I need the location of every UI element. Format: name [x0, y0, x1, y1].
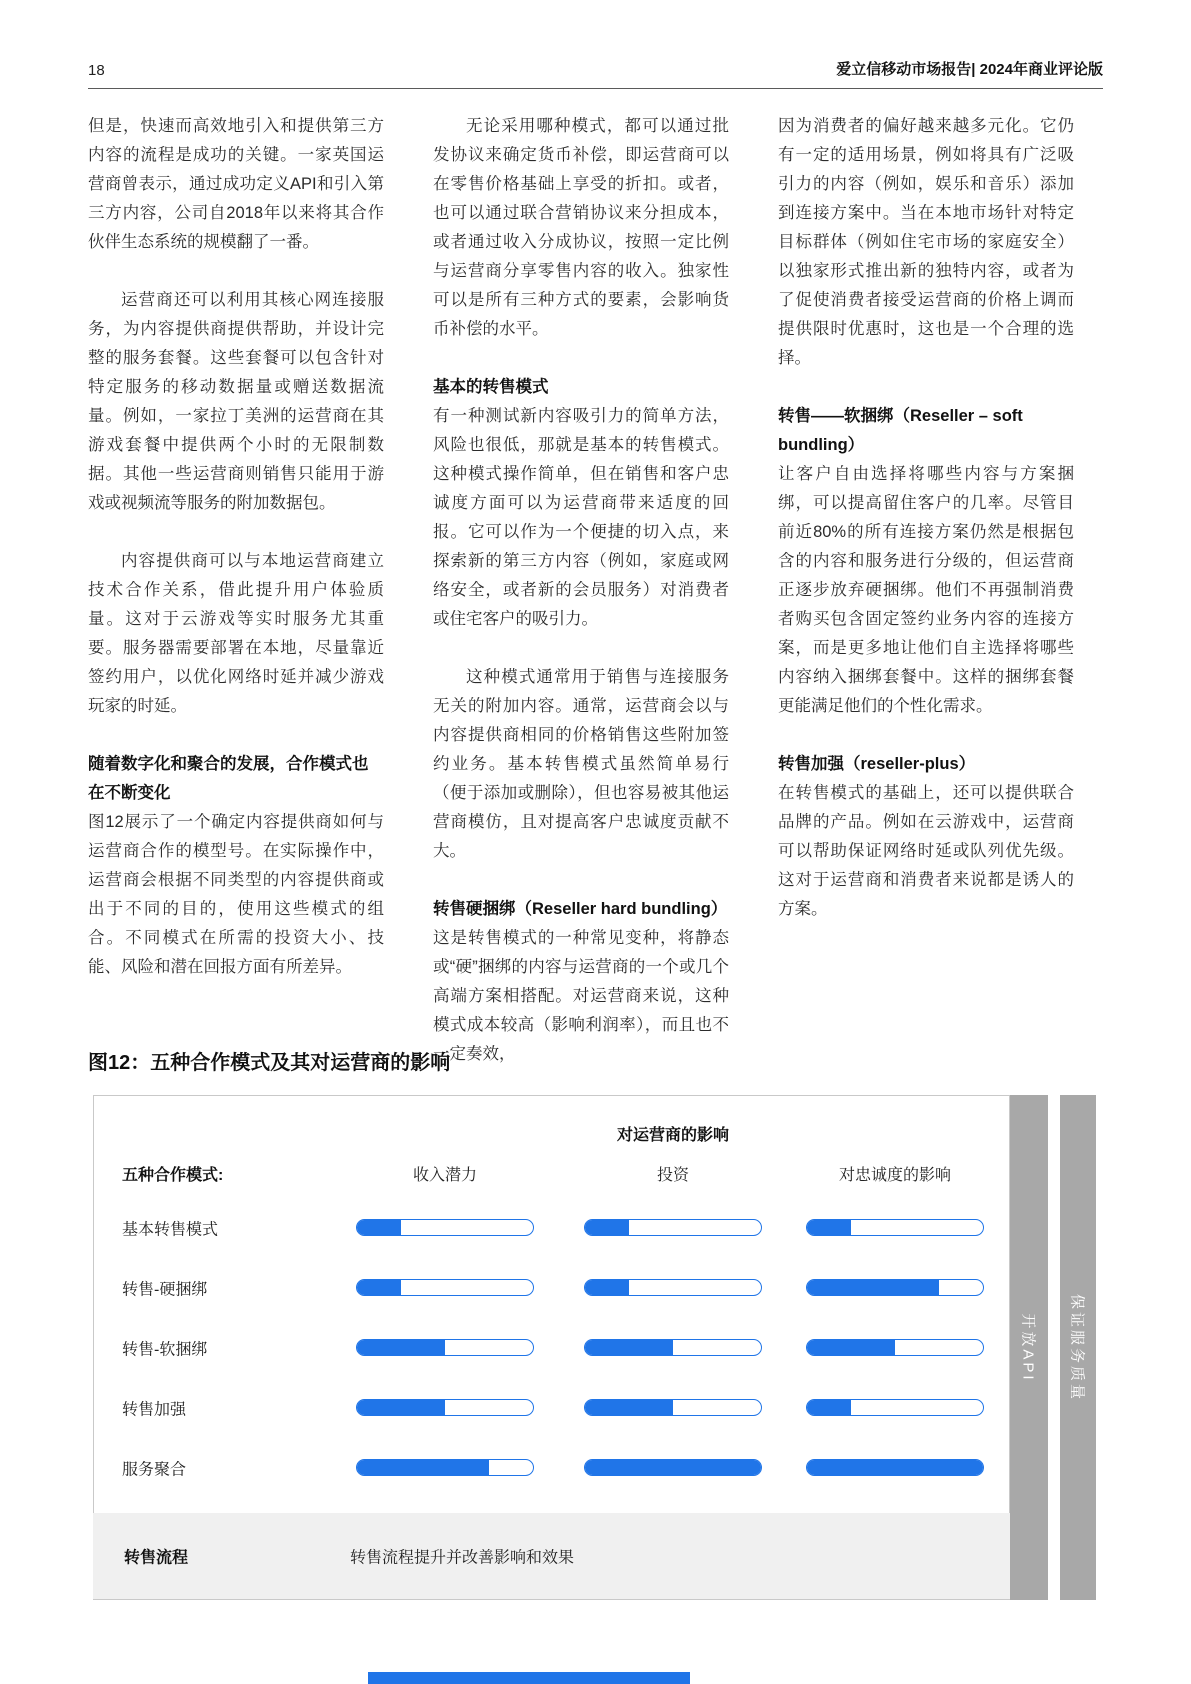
open-api-label: 开放API: [1019, 1312, 1037, 1383]
text-column-3: [778, 112, 1074, 1098]
section-heading: 转售硬捆绑（Reseller hard bundling）: [433, 900, 728, 918]
impact-bar: [806, 1459, 984, 1476]
row-label: 基本转售模式: [122, 1221, 219, 1238]
figure-title: 图12：五种合作模式及其对运营商的影响: [88, 1052, 451, 1074]
chart-footer-label: 转售流程: [124, 1549, 189, 1567]
impact-bar-fill: [585, 1340, 673, 1355]
page-number: 18: [88, 62, 105, 79]
impact-bar-fill: [585, 1220, 629, 1235]
impact-bar: [356, 1399, 534, 1416]
chart-row: [93, 1459, 1010, 1476]
impact-bar: [356, 1339, 534, 1356]
row-label: 转售-软捆绑: [122, 1341, 208, 1358]
row-label: 转售加强: [122, 1401, 187, 1418]
impact-bar-fill: [357, 1340, 445, 1355]
section-heading: 转售加强（reseller-plus）: [778, 755, 976, 773]
impact-bar-fill: [807, 1400, 851, 1415]
body-paragraph: 内容提供商可以与本地运营商建立技术合作关系，借此提升用户体验质量。这对于云游戏等实时服务尤其重要。服务器需要部署在本地，尽量靠近签约用户，以优化网络时延并减少游戏玩家的时延。: [88, 552, 384, 715]
chart-row-header: 五种合作模式:: [122, 1167, 224, 1184]
guaranteed-qos-label: 保证服务质量: [1068, 1293, 1086, 1402]
figure-12-chart: [93, 1095, 1096, 1600]
series-header: 对忠诚度的影响: [838, 1167, 951, 1184]
chart-row: [93, 1339, 1010, 1356]
impact-bar: [806, 1219, 984, 1236]
body-paragraph: 因为消费者的偏好越来越多元化。它仍有一定的适用场景，例如将具有广泛吸引力的内容（例如，娱乐和音乐）添加到连接方案中。当在本地市场针对特定目标群体（例如住宅市场的家庭安全）以独家形式推出新的独特内容，或者为了促使消费者接受运营商的价格上调而提供限时优惠时，这也是一个合理的选择。: [778, 117, 1074, 367]
chart-row: [93, 1219, 1010, 1236]
body-paragraph: 有一种测试新内容吸引力的简单方法，风险也很低，那就是基本的转售模式。这种模式操作简单，但在销售和客户忠诚度方面可以为运营商带来适度的回报。它可以作为一个便捷的切入点，来探索新的第三方内容（例如，家庭或网络安全，或者新的会员服务）对消费者或住宅客户的吸引力。: [433, 407, 729, 628]
impact-bar-fill: [357, 1460, 489, 1475]
row-label: 服务聚合: [122, 1461, 187, 1478]
impact-bar: [806, 1399, 984, 1416]
impact-bar: [584, 1279, 762, 1296]
chart-footer-band: [93, 1513, 1010, 1599]
impact-bar-fill: [585, 1460, 761, 1475]
impact-bar-fill: [357, 1280, 401, 1295]
section-heading: 基本的转售模式: [433, 378, 549, 396]
body-paragraph: 这种模式通常用于销售与连接服务无关的附加内容。通常，运营商会以与内容提供商相同的价格销售这些附加签约业务。基本转售模式虽然简单易行（便于添加或删除），但也容易被其他运营商模仿，且对提高客户忠诚度贡献不大。: [433, 668, 729, 860]
row-label: 转售-硬捆绑: [122, 1281, 208, 1298]
chart-group-header: 对运营商的影响: [616, 1127, 730, 1144]
body-columns: [88, 112, 1074, 1098]
impact-bar: [584, 1399, 762, 1416]
impact-bar: [584, 1219, 762, 1236]
body-paragraph: 在转售模式的基础上，还可以提供联合品牌的产品。例如在云游戏中，运营商可以帮助保证网络时延或队列优先级。这对于运营商和消费者来说都是诱人的方案。: [778, 784, 1074, 918]
section-heading: 随着数字化和聚合的发展，合作模式也在不断变化: [88, 755, 369, 802]
body-paragraph: 运营商还可以利用其核心网连接服务，为内容提供商提供帮助，并设计完整的服务套餐。这些套餐可以包含针对特定服务的移动数据量或赠送数据流量。例如，一家拉丁美洲的运营商在其游戏套餐中提供两个小时的无限制数据。其他一些运营商则销售只能用于游戏或视频流等服务的附加数据包。: [88, 291, 384, 512]
section-heading: 转售——软捆绑（Reseller – soft bundling）: [778, 407, 1023, 454]
impact-bar-fill: [807, 1460, 983, 1475]
chart-row: [93, 1399, 1010, 1416]
text-column-2: [433, 112, 729, 1098]
series-header: 收入潜力: [412, 1167, 477, 1184]
impact-bar: [806, 1279, 984, 1296]
impact-bar-fill: [585, 1400, 673, 1415]
open-api-vertical-bar: [1010, 1095, 1048, 1600]
body-paragraph: 这是转售模式的一种常见变种，将静态或“硬”捆绑的内容与运营商的一个或几个高端方案相搭配。对运营商来说，这种模式成本较高（影响利润率），而且也不一定奏效，: [433, 929, 729, 1063]
impact-bar-fill: [357, 1220, 401, 1235]
impact-bar-fill: [807, 1280, 939, 1295]
page-bottom-blue-strip: [368, 1672, 690, 1684]
impact-bar: [356, 1459, 534, 1476]
impact-bar: [806, 1339, 984, 1356]
body-paragraph: 但是，快速而高效地引入和提供第三方内容的流程是成功的关键。一家英国运营商曾表示，通过成功定义API和引入第三方内容，公司自2018年以来将其合作伙伴生态系统的规模翻了一番。: [88, 117, 384, 251]
report-title: 爱立信移动市场报告| 2024年商业评论版: [836, 61, 1103, 78]
chart-row: [93, 1279, 1010, 1296]
body-paragraph: 让客户自由选择将哪些内容与方案捆绑，可以提高留住客户的几率。尽管目前近80%的所有连接方案仍然是根据包含的内容和服务进行分级的，但运营商正逐步放弃硬捆绑。他们不再强制消费者购买包含固定签约业务内容的连接方案，而是更多地让他们自主选择将哪些内容纳入捆绑套餐中。这样的捆绑套餐更能满足他们的个性化需求。: [778, 465, 1074, 715]
body-paragraph: 图12展示了一个确定内容提供商如何与运营商合作的模型号。在实际操作中，运营商会根据不同类型的内容提供商或出于不同的目的，使用这些模式的组合。不同模式在所需的投资大小、技能、风险和潜在回报方面有所差异。: [88, 813, 384, 976]
impact-bar: [584, 1339, 762, 1356]
impact-bar-fill: [807, 1340, 895, 1355]
impact-bar: [584, 1459, 762, 1476]
impact-bar-fill: [807, 1220, 851, 1235]
impact-bar: [356, 1279, 534, 1296]
text-column-1: [88, 112, 384, 1098]
page-header: [88, 0, 1103, 89]
chart-footer-text: 转售流程提升并改善影响和效果: [350, 1549, 575, 1567]
impact-bar: [356, 1219, 534, 1236]
impact-bar-fill: [585, 1280, 629, 1295]
body-paragraph: 无论采用哪种模式，都可以通过批发协议来确定货币补偿，即运营商可以在零售价格基础上享受的折扣。或者，也可以通过联合营销协议来分担成本，或者通过收入分成协议，按照一定比例与运营商分享零售内容的收入。独家性可以是所有三种方式的要素，会影响货币补偿的水平。: [433, 117, 729, 338]
series-header: 投资: [656, 1167, 689, 1184]
impact-bar-fill: [357, 1400, 445, 1415]
guaranteed-qos-vertical-bar: [1060, 1095, 1096, 1600]
